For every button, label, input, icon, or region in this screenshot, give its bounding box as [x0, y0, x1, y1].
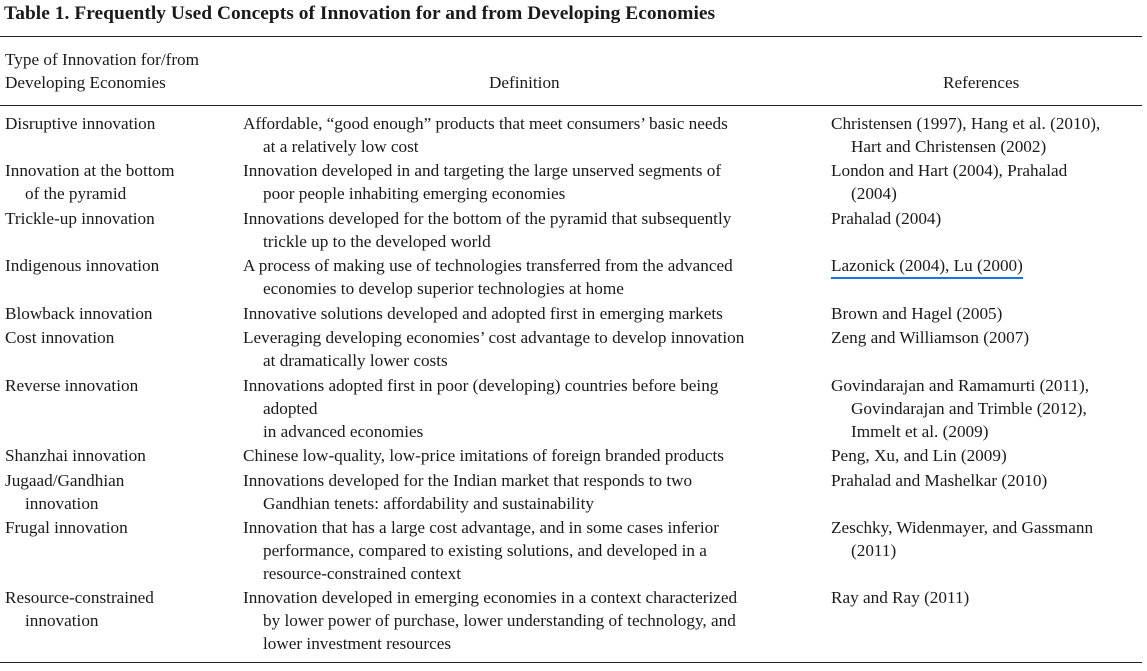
bottom-rule — [0, 662, 1142, 663]
definition-cell-line: Innovations developed for the Indian market that responds to two — [243, 471, 693, 490]
definition-cell-line: Chinese low-quality, low-price imitations of foreign branded products — [243, 446, 724, 465]
references-cell-line: Zeng and Williamson (2007) — [831, 328, 1030, 347]
references-cell-line: Prahalad and Mashelkar (2010) — [831, 471, 1048, 490]
type-cell-line: Reverse innovation — [5, 376, 139, 395]
top-rule — [0, 36, 1142, 37]
type-cell-line: innovation — [25, 611, 99, 630]
header-references: References — [943, 73, 1020, 92]
type-cell-line: Cost innovation — [5, 328, 115, 347]
definition-cell-line: at dramatically lower costs — [263, 351, 448, 370]
references-cell-line: Govindarajan and Trimble (2012), — [851, 399, 1087, 418]
references-cell-line: Peng, Xu, and Lin (2009) — [831, 446, 1007, 465]
table-caption: Table 1. Frequently Used Concepts of Innovation for and from Developing Economies — [4, 3, 716, 24]
references-cell-line: Govindarajan and Ramamurti (2011), — [831, 376, 1090, 395]
references-cell-line: Immelt et al. (2009) — [851, 422, 989, 441]
references-cell-line: Hart and Christensen (2002) — [851, 137, 1047, 156]
type-cell-line: Trickle-up innovation — [5, 209, 155, 228]
definition-cell-line: Innovation developed in and targeting the large unserved segments of — [243, 161, 722, 180]
type-cell-line: Disruptive innovation — [5, 114, 156, 133]
type-cell-line: Jugaad/Gandhian — [5, 471, 125, 490]
references-link[interactable]: Lazonick (2004), Lu (2000) — [831, 254, 1023, 279]
definition-cell-line: lower investment resources — [263, 634, 452, 653]
definition-cell-line: Innovations adopted first in poor (developing) countries before being — [243, 376, 719, 395]
type-cell-line: Resource-constrained — [5, 588, 154, 607]
definition-cell-line: Innovation that has a large cost advantage, and in some cases inferior — [243, 518, 719, 537]
header-rule — [0, 105, 1142, 106]
definition-cell-line: Leveraging developing economies’ cost advantage to develop innovation — [243, 328, 745, 347]
definition-cell-line: Innovation developed in emerging economies in a context characterized — [243, 588, 738, 607]
header-type-line-1: Type of Innovation for/from — [5, 50, 200, 69]
references-cell-line: Zeschky, Widenmayer, and Gassmann — [831, 518, 1094, 537]
definition-cell-line: in advanced economies — [263, 422, 424, 441]
definition-cell-line: resource-constrained context — [263, 564, 462, 583]
type-cell-line: Blowback innovation — [5, 304, 153, 323]
type-cell-line: Innovation at the bottom — [5, 161, 175, 180]
definition-cell-line: Innovative solutions developed and adopted first in emerging markets — [243, 304, 723, 323]
type-cell-line: Frugal innovation — [5, 518, 128, 537]
definition-cell-line: A process of making use of technologies transferred from the advanced — [243, 256, 733, 275]
definition-cell-line: adopted — [263, 399, 318, 418]
type-cell-line: Shanzhai innovation — [5, 446, 146, 465]
references-cell-line: (2011) — [851, 541, 897, 560]
references-cell-line: Prahalad (2004) — [831, 209, 942, 228]
type-cell-line: innovation — [25, 494, 99, 513]
definition-cell-line: economies to develop superior technologies at home — [263, 279, 624, 298]
definition-cell-line: Innovations developed for the bottom of the pyramid that subsequently — [243, 209, 732, 228]
definition-cell-line: Affordable, “good enough” products that meet consumers’ basic needs — [243, 114, 728, 133]
definition-cell-line: poor people inhabiting emerging economies — [263, 184, 566, 203]
definition-cell-line: trickle up to the developed world — [263, 232, 491, 251]
references-cell-line: London and Hart (2004), Prahalad — [831, 161, 1068, 180]
header-definition: Definition — [489, 73, 560, 92]
definition-cell-line: at a relatively low cost — [263, 137, 419, 156]
references-cell-line: Christensen (1997), Hang et al. (2010), — [831, 114, 1101, 133]
header-type-line-2: Developing Economies — [5, 73, 166, 92]
references-cell-line: Brown and Hagel (2005) — [831, 304, 1003, 323]
definition-cell-line: by lower power of purchase, lower understanding of technology, and — [263, 611, 736, 630]
references-cell-line: Ray and Ray (2011) — [831, 588, 970, 607]
references-cell-line: (2004) — [851, 184, 897, 203]
type-cell-line: of the pyramid — [25, 184, 127, 203]
definition-cell-line: performance, compared to existing solutions, and developed in a — [263, 541, 707, 560]
definition-cell-line: Gandhian tenets: affordability and sustainability — [263, 494, 594, 513]
type-cell-line: Indigenous innovation — [5, 256, 160, 275]
